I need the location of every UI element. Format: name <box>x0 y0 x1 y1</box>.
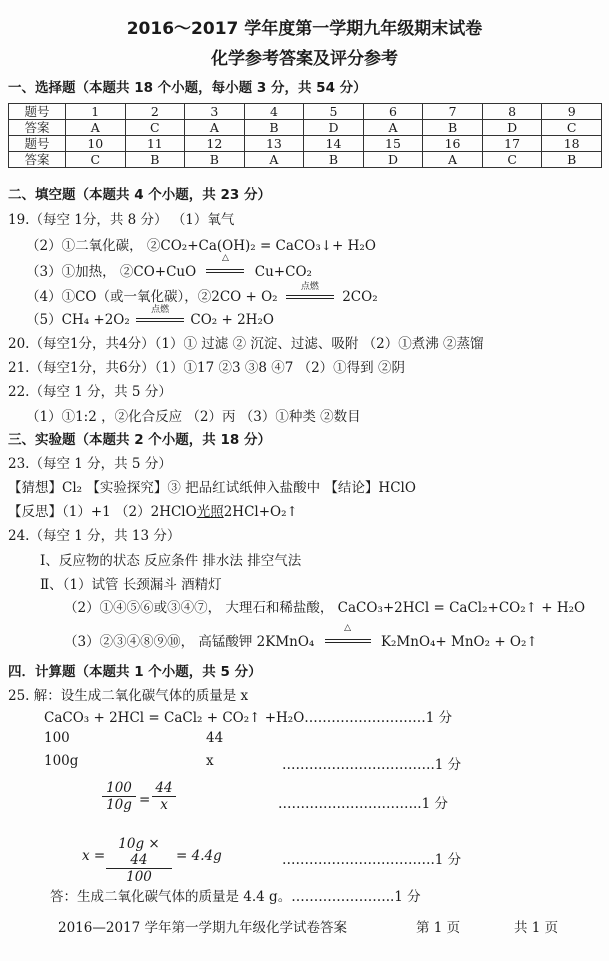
table-cell: 13 <box>244 136 304 152</box>
q19-part4-rhs: 2CO₂ <box>342 289 378 305</box>
heat-condition-sign <box>206 253 244 280</box>
calc-score: …………………………….1 分 <box>282 852 462 868</box>
table-cell: B <box>244 120 304 136</box>
table-row-answers <box>9 152 602 168</box>
table-cell: 2 <box>125 104 185 120</box>
q19-part3-rhs: Cu+CO₂ <box>254 264 312 280</box>
table-cell: B <box>423 120 483 136</box>
q19-part4 <box>26 282 378 305</box>
q19-part4-lhs: （4）①CO（或一氧化碳），②2CO + O₂ <box>26 289 278 305</box>
table-row-header: 答案 <box>9 152 66 168</box>
table-cell: 11 <box>125 136 185 152</box>
table-row-header: 题号 <box>9 136 66 152</box>
ratio-equals: = <box>139 792 151 808</box>
q23-reflection: 【反思】（1）+1 （2）2HClO <box>8 504 197 520</box>
q23-header: 23.（每空 1 分，共 5 分） <box>8 456 172 472</box>
table-cell: A <box>423 152 483 168</box>
q24-part2-3-lhs: （3）②③④⑧⑨⑩， 高锰酸钾 2KMnO₄ <box>64 634 315 650</box>
table-cell: 6 <box>363 104 423 120</box>
table-row-question-numbers <box>9 136 602 152</box>
mass-ratio-1: 100 <box>44 730 70 746</box>
section-experiment-heading: 三、实验题（本题共 2 个小题，共 18 分） <box>8 432 271 448</box>
table-cell: A <box>66 120 126 136</box>
table-cell: 14 <box>304 136 364 152</box>
table-cell: 5 <box>304 104 364 120</box>
table-cell: C <box>542 120 602 136</box>
table-cell: 10 <box>66 136 126 152</box>
table-cell: A <box>185 120 245 136</box>
ratio-fraction-right: $\frac{44}{x}$ <box>152 780 176 813</box>
table-cell: B <box>542 152 602 168</box>
final-answer: 答：生成二氧化碳气体的质量是 4.4 g。…………………..1 分 <box>50 889 421 905</box>
table-cell: 15 <box>363 136 423 152</box>
mass-ratio-2: 44 <box>206 730 224 746</box>
q23-line2 <box>8 500 298 520</box>
choice-answer-table <box>8 103 602 168</box>
table-cell: B <box>125 152 185 168</box>
exam-subtitle: 化学参考答案及评分参考 <box>211 49 398 69</box>
exam-title: 2016～2017 学年度第一学期九年级期末试卷 <box>126 19 483 39</box>
q20-line: 20.（每空1分，共4分）（1）① 过滤 ② 沉淀、过滤、吸附 （2）①煮沸 ②蒸馏 <box>8 336 484 352</box>
q24-part1: Ⅰ、反应物的状态 反应条件 排水法 排空气法 <box>40 553 302 569</box>
footer-total-pages: 共 1 页 <box>514 920 559 936</box>
q24-header: 24.（每空 1 分，共 13 分） <box>8 528 181 544</box>
ratio-score: …………………………..1 分 <box>278 796 448 812</box>
table-row-question-numbers <box>9 104 602 120</box>
light-condition: 光照 <box>196 504 224 520</box>
heat-condition-sign-2 <box>325 623 371 650</box>
q24-part2-3-rhs: K₂MnO₄+ MnO₂ + O₂↑ <box>380 634 538 650</box>
table-cell: D <box>304 120 364 136</box>
q19-part5-lhs: （5）CH₄ +2O₂ <box>26 312 130 328</box>
q19-part2: （2）①二氧化碳， ②CO₂+Ca(OH)₂ = CaCO₃↓+ H₂O <box>26 238 376 254</box>
q25-equation: CaCO₃ + 2HCl = CaCl₂ + CO₂↑ +H₂O………………………1 分 <box>44 710 453 726</box>
table-cell: 4 <box>244 104 304 120</box>
q24-part2-3 <box>64 623 538 650</box>
ratio-fraction-left: $\frac{100}{10g}$ <box>102 780 136 813</box>
section-choice-heading: 一、选择题（本题共 18 个小题，每小题 3 分，共 54 分） <box>8 80 367 96</box>
q19-part3 <box>26 253 312 280</box>
mass-given: 100g <box>44 753 79 769</box>
footer-title: 2016—2017 学年第一学期九年级化学试卷答案 <box>58 920 348 936</box>
table-cell: A <box>244 152 304 168</box>
table-cell: 16 <box>423 136 483 152</box>
q25-intro: 25. 解：设生成二氧化碳气体的质量是 x <box>8 688 249 704</box>
table-cell: 1 <box>66 104 126 120</box>
q22-header: 22.（每空 1 分，共 5 分） <box>8 384 172 400</box>
table-cell: 7 <box>423 104 483 120</box>
ignite-label: 点燃 <box>300 282 319 292</box>
q19-part5 <box>26 305 274 328</box>
table-cell: 9 <box>542 104 602 120</box>
ignite-condition-sign-2 <box>136 305 184 328</box>
table-cell: D <box>482 120 542 136</box>
table-cell: D <box>363 152 423 168</box>
mass-unknown: x <box>206 753 214 769</box>
calc-result: = 4.4g <box>176 848 222 864</box>
q19-header: 19.（每空 1分，共 8 分） （1）氧气 <box>8 212 235 228</box>
q23-products: 2HCl+O₂↑ <box>223 504 298 520</box>
calc-fraction: $\frac{10g \times 44}{100}$ <box>106 836 172 885</box>
heat-triangle: △ <box>222 253 229 263</box>
table-cell: 3 <box>185 104 245 120</box>
table-cell: C <box>66 152 126 168</box>
table-row-header: 答案 <box>9 120 66 136</box>
heat-triangle-2: △ <box>344 623 352 633</box>
table-row-header: 题号 <box>9 104 66 120</box>
table-cell: B <box>185 152 245 168</box>
q19-part5-rhs: CO₂ + 2H₂O <box>190 312 274 328</box>
table-cell: 17 <box>482 136 542 152</box>
q19-part3-lhs: （3）①加热， ②CO+CuO <box>26 264 197 280</box>
table-cell: 12 <box>185 136 245 152</box>
mass-score: …………………………….1 分 <box>282 757 462 773</box>
table-cell: A <box>363 120 423 136</box>
q24-part2-2: （2）①④⑤⑥或③④⑦， 大理石和稀盐酸， CaCO₃+2HCl = CaCl₂+CO₂↑ + H₂O <box>64 600 586 616</box>
q23-line1: 【猜想】Cl₂ 【实验探究】③ 把品红试纸伸入盐酸中 【结论】HClO <box>8 480 416 496</box>
table-cell: 8 <box>482 104 542 120</box>
q24-part2-1: Ⅱ、（1）试管 长颈漏斗 酒精灯 <box>40 577 222 593</box>
table-row-answers <box>9 120 602 136</box>
q21-line: 21.（每空1分，共6分）（1）①17 ②3 ③8 ④7 （2）①得到 ②阴 <box>8 360 405 376</box>
section-calc-heading: 四．计算题（本题共 1 个小题，共 5 分） <box>8 664 262 680</box>
table-cell: B <box>304 152 364 168</box>
q22-answers: （1）①1:2 ，②化合反应 （2）丙 （3）①种类 ②数目 <box>26 409 361 425</box>
table-cell: C <box>125 120 185 136</box>
footer-page-number: 第 1 页 <box>416 920 461 936</box>
calc-lhs: x = <box>82 848 106 864</box>
table-cell: C <box>482 152 542 168</box>
ignite-label-2: 点燃 <box>151 305 170 315</box>
table-cell: 18 <box>542 136 602 152</box>
ignite-condition-sign <box>286 282 334 305</box>
section-fill-heading: 二、填空题（本题共 4 个小题，共 23 分） <box>8 187 271 203</box>
